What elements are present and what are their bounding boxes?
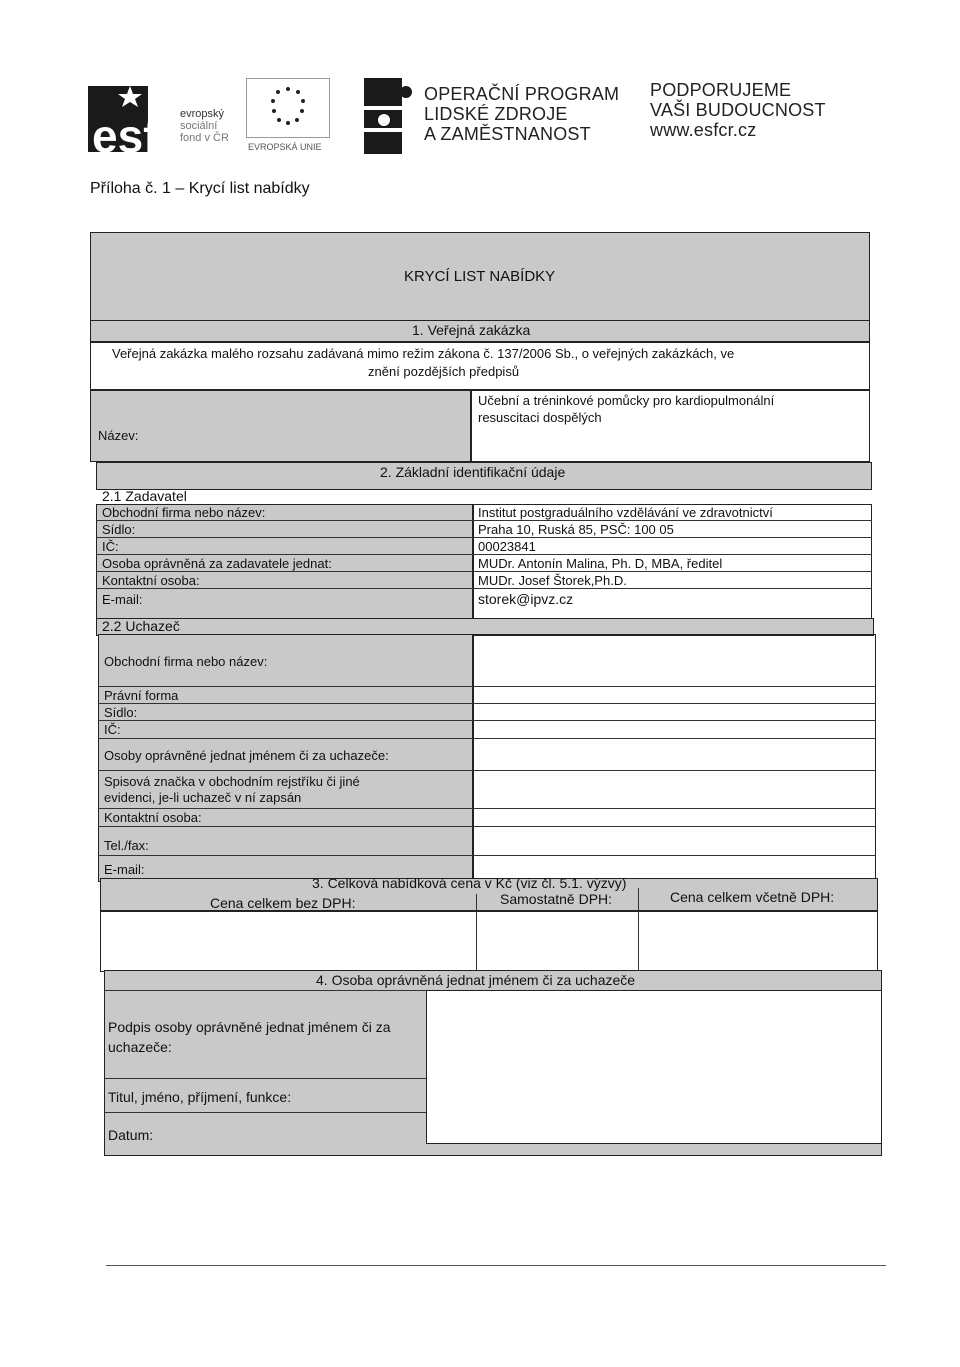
eu-label: EVROPSKÁ UNIE xyxy=(248,142,322,152)
op-line-2: LIDSKÉ ZDROJE xyxy=(424,104,568,124)
section1-desc-1: Veřejná zakázka malého rozsahu zadávaná mimo režim zákona č. 137/2006 Sb., o veřejných zakázkách, ve xyxy=(112,346,735,361)
section3-heading: 3. Celková nabídková cena v Kč (viz čl. 5.1. výzvy) xyxy=(312,875,627,891)
zadavatel-value-contact: MUDr. Josef Štorek,Ph.D. xyxy=(478,573,627,588)
zadavatel-label-person: Osoba oprávněná za zadavatele jednat: xyxy=(102,556,332,571)
zadavatel-label-contact: Kontaktní osoba: xyxy=(102,573,200,588)
name-label: Název: xyxy=(98,428,139,443)
section1-desc-2: znění pozdějších předpisů xyxy=(368,364,520,379)
name-value-2: resuscitaci dospělých xyxy=(478,410,602,425)
uchazec-label-tel: Tel./fax: xyxy=(104,838,149,853)
signature-label-2: uchazeče: xyxy=(108,1039,172,1055)
zadavatel-value-email[interactable]: storek@ipvz.cz xyxy=(478,591,574,607)
eu-flag-icon xyxy=(246,78,330,138)
slogan-url[interactable]: www.esfcr.cz xyxy=(650,120,757,140)
op-line-1: OPERAČNÍ PROGRAM xyxy=(424,84,620,104)
slogan-line-1: PODPORUJEME xyxy=(650,80,792,100)
slogan-line-2: VAŠI BUDOUCNOST xyxy=(650,100,826,120)
uchazec-label-legal: Právní forma xyxy=(104,688,179,703)
title-name-label: Titul, jméno, příjmení, funkce: xyxy=(108,1089,292,1105)
uchazec-label-registry-2: evidenci, je-li uchazeč v ní zapsán xyxy=(104,790,302,805)
uchazec-label-ic: IČ: xyxy=(104,722,121,737)
uchazec-values[interactable] xyxy=(472,634,876,882)
zadavatel-value-seat: Praha 10, Ruská 85, PSČ: 100 05 xyxy=(478,522,674,537)
zadavatel-value-person: MUDr. Antonín Malina, Ph. D, MBA, ředitel xyxy=(478,556,723,571)
vat-label: Samostatně DPH: xyxy=(500,891,613,907)
uchazec-label-seat: Sídlo: xyxy=(104,705,138,720)
name-value-1: Učební a tréninkové pomůcky pro kardiopulmonální xyxy=(478,393,775,408)
appendix-title: Příloha č. 1 – Krycí list nabídky xyxy=(90,180,310,197)
signature-field[interactable] xyxy=(426,990,882,1144)
uchazec-label-persons: Osoby oprávněné jednat jménem či za uchazeče: xyxy=(104,748,389,763)
price-without-vat-label: Cena celkem bez DPH: xyxy=(210,895,356,911)
zadavatel-label-email: E-mail: xyxy=(102,592,143,607)
section4-heading: 4. Osoba oprávněná jednat jménem či za uchazeče xyxy=(316,972,636,988)
section2-sub1: 2.1 Zadavatel xyxy=(102,488,187,504)
form-title: KRYCÍ LIST NABÍDKY xyxy=(404,268,556,285)
esf-text-1: evropský xyxy=(180,108,225,120)
zadavatel-label-seat: Sídlo: xyxy=(102,522,136,537)
svg-text:esf: esf xyxy=(92,110,159,156)
footer-rule xyxy=(106,1265,886,1266)
esf-logo xyxy=(88,78,328,156)
zadavatel-value-ic: 00023841 xyxy=(478,539,536,554)
section1-heading: 1. Veřejná zakázka xyxy=(412,322,531,338)
uchazec-label-firm: Obchodní firma nebo název: xyxy=(104,654,268,669)
op-logo-icon xyxy=(362,76,412,156)
esf-text-3: fond v ČR xyxy=(180,132,229,144)
name-label-cell xyxy=(90,390,472,462)
section2-heading: 2. Základní identifikační údaje xyxy=(380,464,566,480)
price-with-vat-label: Cena celkem včetně DPH: xyxy=(670,889,835,905)
date-label: Datum: xyxy=(108,1127,154,1143)
uchazec-label-registry-1: Spisová značka v obchodním rejstříku či jiné xyxy=(104,774,360,789)
esf-text-2: sociální xyxy=(180,120,218,132)
uchazec-label-contact: Kontaktní osoba: xyxy=(104,810,202,825)
op-line-3: A ZAMĚSTNANOST xyxy=(424,124,591,144)
uchazec-label-email: E-mail: xyxy=(104,862,145,877)
section2-sub2: 2.2 Uchazeč xyxy=(102,618,180,634)
esf-logo-mark xyxy=(88,78,183,156)
price-values-row[interactable] xyxy=(100,910,878,972)
zadavatel-label-ic: IČ: xyxy=(102,539,119,554)
zadavatel-value-firm: Institut postgraduálního vzdělávání ve zdravotnictví xyxy=(478,505,773,520)
signature-label-1: Podpis osoby oprávněné jednat jménem či za xyxy=(108,1019,391,1035)
zadavatel-label-firm: Obchodní firma nebo název: xyxy=(102,505,266,520)
